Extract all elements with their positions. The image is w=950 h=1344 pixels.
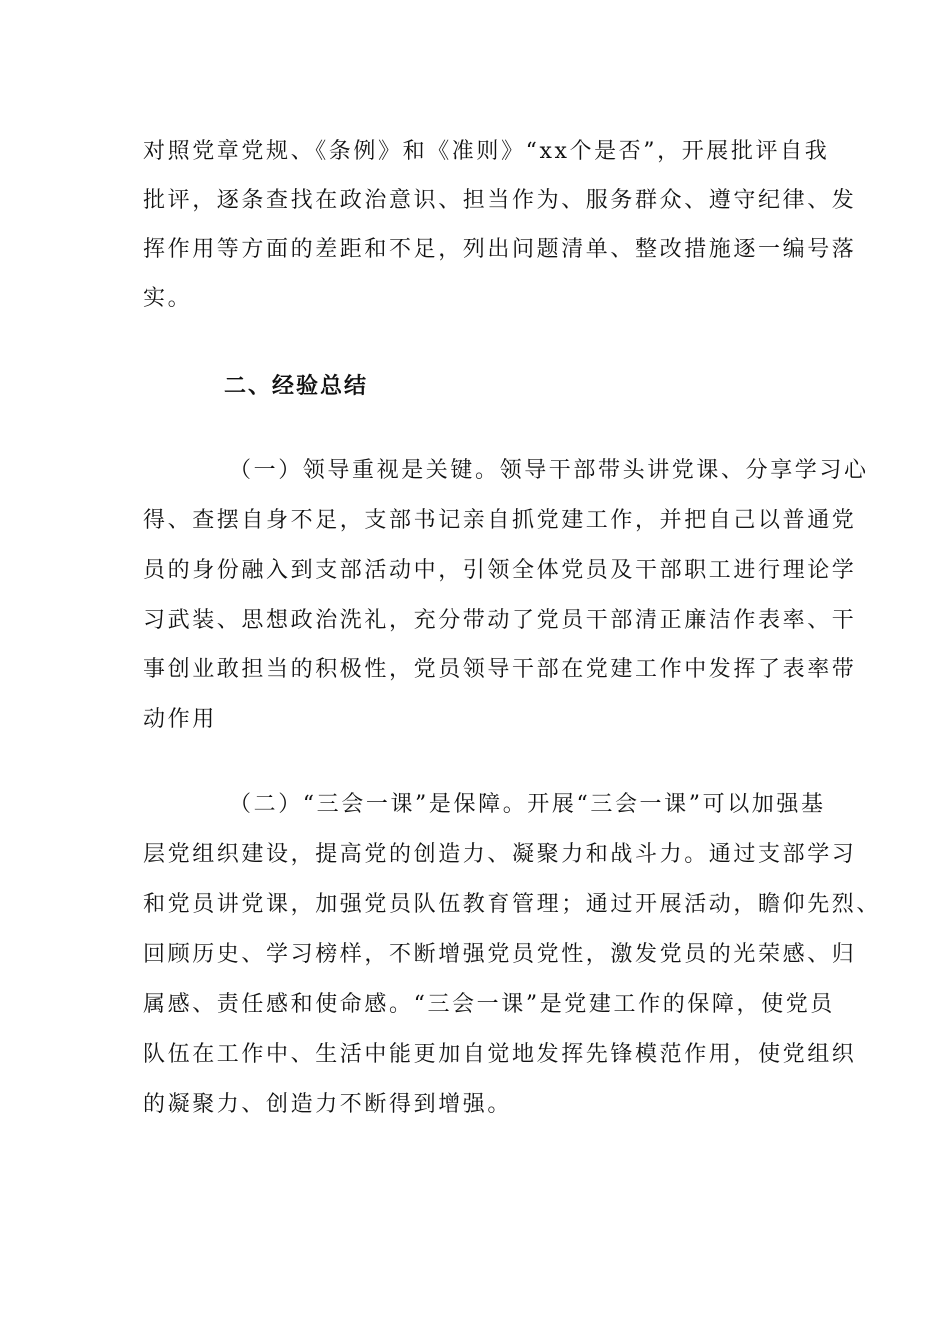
paragraph-line: 对照党章党规、《条例》和《准则》“xx个是否”，开展批评自我 [143,139,830,164]
paragraph-line: 得、查摆自身不足，支部书记亲自抓党建工作，并把自己以普通党 [143,508,857,533]
paragraph-line: 事创业敢担当的积极性，党员领导干部在党建工作中发挥了表率带 [143,657,857,682]
paragraph-line: 层党组织建设，提高党的创造力、凝聚力和战斗力。通过支部学习 [143,842,857,867]
paragraph-line: （一）领导重视是关键。领导干部带头讲党课、分享学习心 [229,458,869,483]
paragraph-line: 员的身份融入到支部活动中，引领全体党员及干部职工进行理论学 [143,558,857,583]
paragraph-line: 和党员讲党课，加强党员队伍教育管理；通过开展活动，瞻仰先烈、 [143,892,882,917]
paragraph-line: 属感、责任感和使命感。“三会一课”是党建工作的保障，使党员 [143,992,835,1017]
paragraph-line: 队伍在工作中、生活中能更加自觉地发挥先锋模范作用，使党组织 [143,1042,857,1067]
paragraph-line: 习武装、思想政治洗礼，充分带动了党员干部清正廉洁作表率、干 [143,608,857,633]
paragraph-line: 实。 [143,286,193,311]
paragraph-line: （二）“三会一课”是保障。开展“三会一课”可以加强基 [229,792,826,817]
section-heading: 二、经验总结 [224,373,369,399]
paragraph-line: 的凝聚力、创造力不断得到增强。 [143,1092,513,1117]
paragraph-line: 批评，逐条查找在政治意识、担当作为、服务群众、遵守纪律、发 [143,188,857,213]
paragraph-line: 动作用 [143,707,217,732]
paragraph-line: 回顾历史、学习榜样，不断增强党员党性，激发党员的光荣感、归 [143,942,857,967]
paragraph-line: 挥作用等方面的差距和不足，列出问题清单、整改措施逐一编号落 [143,237,857,262]
